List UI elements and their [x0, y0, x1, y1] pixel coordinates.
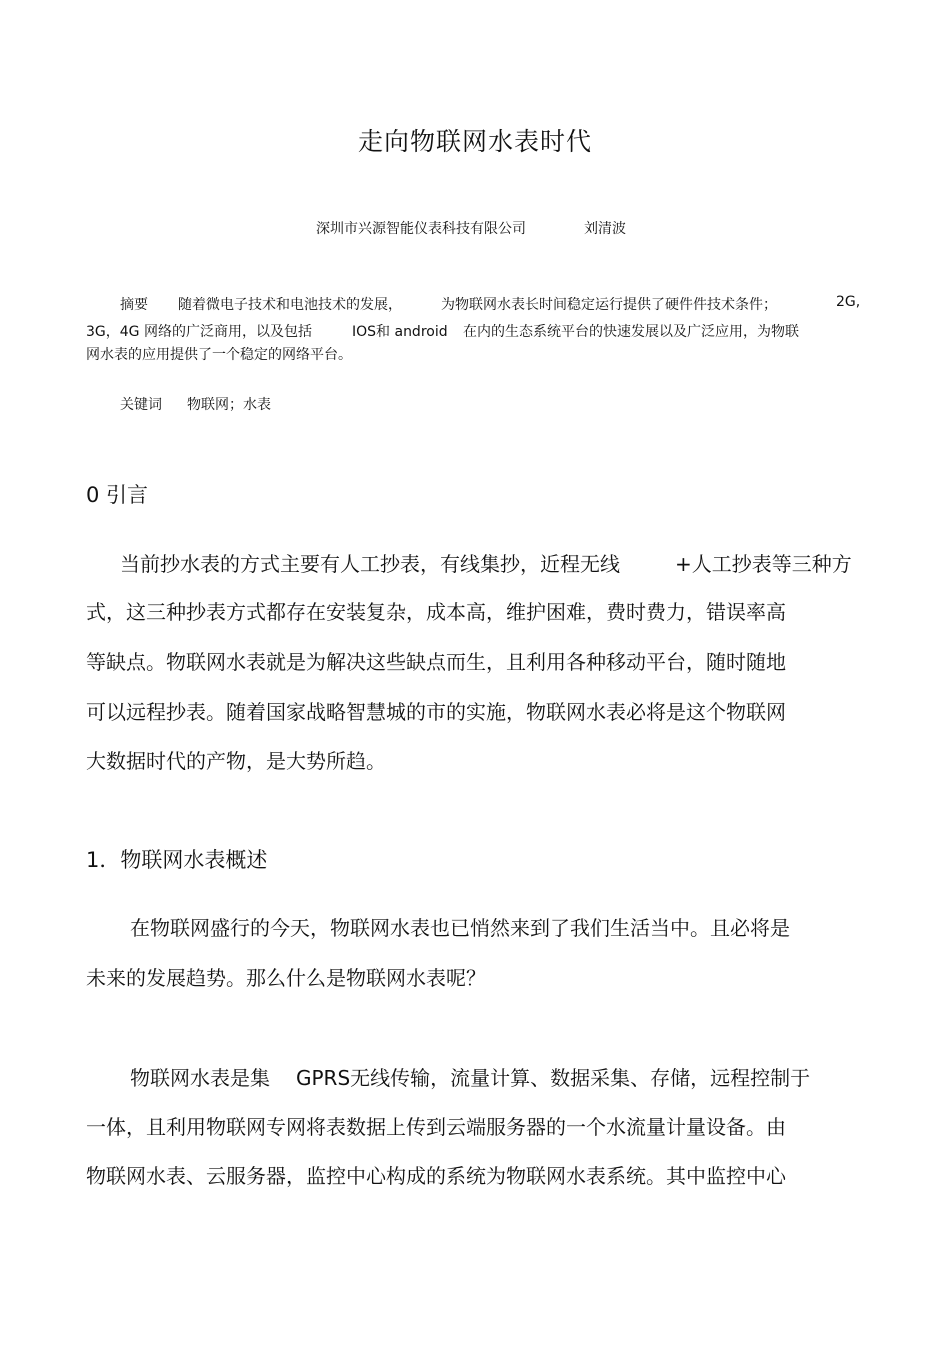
- abstract-label: 摘要: [120, 297, 148, 313]
- section-0-line: 可以远程抄表。随着国家战略智慧城的市的实施，物联网水表必将是这个物联网: [86, 700, 786, 724]
- keywords-label: 关键词: [120, 397, 162, 413]
- affiliation: 深圳市兴源智能仪表科技有限公司: [316, 221, 526, 237]
- section-0-heading: 0 引言: [86, 483, 149, 507]
- section-1-para2-line: GPRS无线传输，流量计算、数据采集、存储，远程控制于: [296, 1066, 811, 1090]
- section-1-para2-line: 物联网水表、云服务器，监控中心构成的系统为物联网水表系统。其中监控中心: [86, 1164, 786, 1188]
- abstract-line2-b: IOS和 android: [352, 324, 448, 340]
- section-0-line: 等缺点。物联网水表就是为解决这些缺点而生，且利用各种移动平台，随时随地: [86, 650, 786, 674]
- section-0-line: 大数据时代的产物，是大势所趋。: [86, 749, 386, 773]
- section-0-line: 式，这三种抄表方式都存在安装复杂，成本高，维护困难，费时费力，错误率高: [86, 600, 786, 624]
- abstract-line1-b: 为物联网水表长时间稳定运行提供了硬件件技术条件；: [441, 297, 777, 313]
- author-name: 刘清波: [584, 221, 626, 237]
- section-1-para1-line: 未来的发展趋势。那么什么是物联网水表呢？: [86, 966, 486, 990]
- document-title: 走向物联网水表时代: [357, 127, 592, 156]
- abstract-line2-c: 在内的生态系统平台的快速发展以及广泛应用，为物联: [463, 324, 799, 340]
- abstract-line3: 网水表的应用提供了一个稳定的网络平台。: [86, 347, 352, 363]
- section-1-para1-line: 在物联网盛行的今天，物联网水表也已悄然来到了我们生活当中。且必将是: [130, 916, 790, 940]
- section-1-para2-line: 一体，且利用物联网专网将表数据上传到云端服务器的一个水流量计量设备。由: [86, 1115, 786, 1139]
- section-1-heading: 1．物联网水表概述: [86, 848, 268, 872]
- section-0-line: 当前抄水表的方式主要有人工抄表，有线集抄，近程无线: [120, 552, 620, 576]
- keywords-value: 物联网；水表: [187, 397, 271, 413]
- section-0-line: +人工抄表等三种方: [675, 552, 852, 576]
- abstract-line1-a: 随着微电子技术和电池技术的发展，: [178, 297, 402, 313]
- abstract-line2-a: 3G，4G 网络的广泛商用，以及包括: [86, 324, 312, 340]
- section-1-para2-line: 物联网水表是集: [130, 1066, 270, 1090]
- abstract-line1-c: 2G,: [836, 294, 861, 310]
